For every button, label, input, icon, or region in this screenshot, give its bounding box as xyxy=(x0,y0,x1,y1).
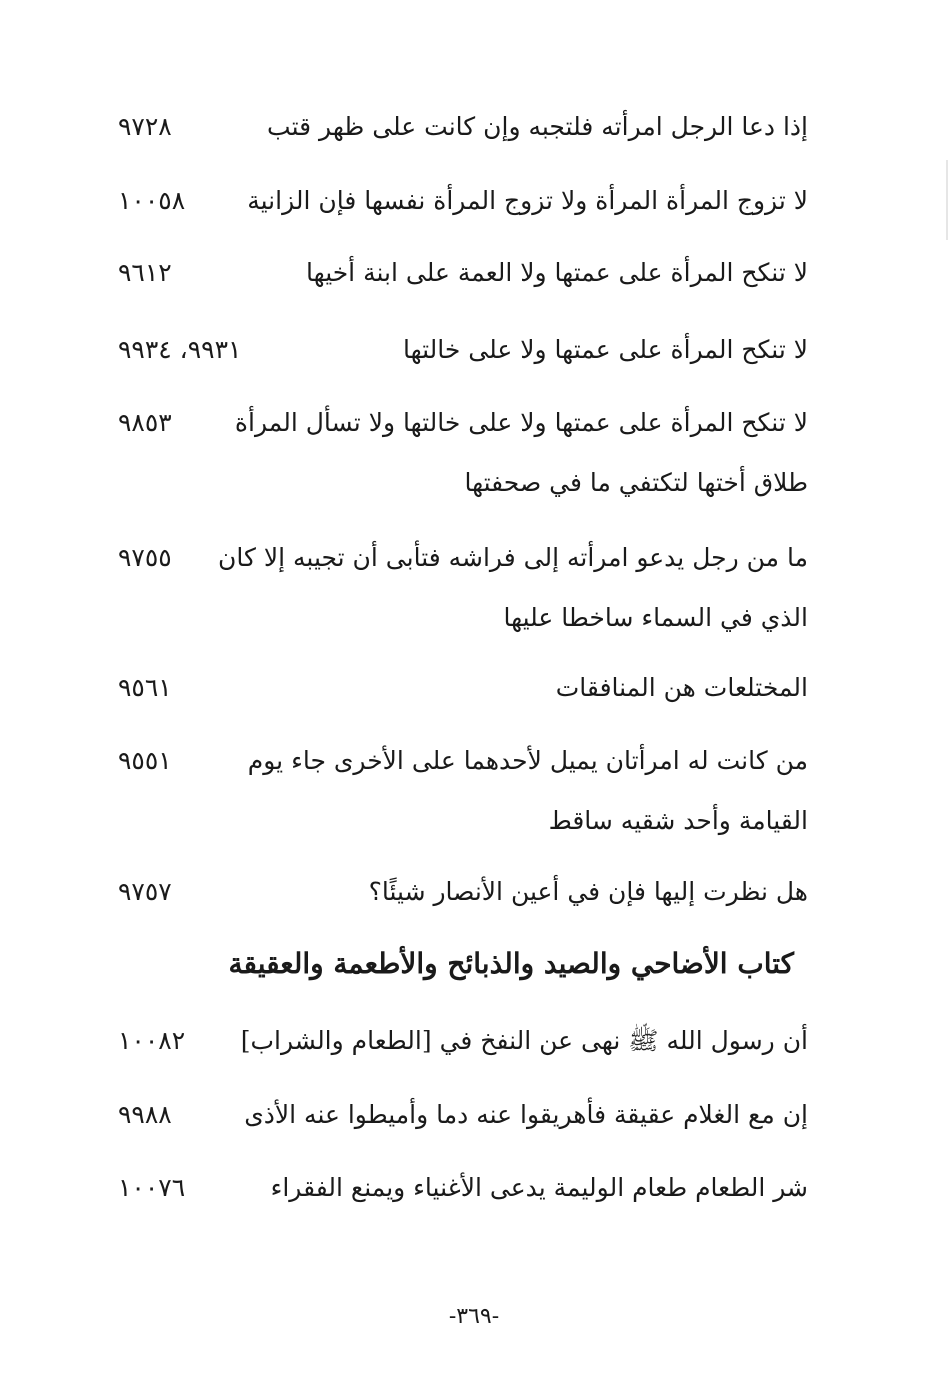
hadith-number: ١٠٠٨٢ xyxy=(118,1026,186,1055)
hadith-entry xyxy=(118,872,808,912)
hadith-number: ١٠٠٧٦ xyxy=(118,1173,186,1202)
hadith-entry xyxy=(118,403,808,503)
hadith-entry xyxy=(118,741,808,841)
hadith-entry xyxy=(118,668,808,708)
hadith-text: إذا دعا الرجل امرأته فلتجبه وإن كانت على ظهر قتب xyxy=(267,112,808,141)
hadith-entry xyxy=(118,538,808,638)
hadith-text: لا تنكح المرأة على عمتها ولا على خالتها xyxy=(402,335,808,364)
hadith-text-continuation: طلاق أختها لتكتفي ما في صحفتها xyxy=(464,468,808,497)
hadith-text: ما من رجل يدعو امرأته إلى فراشه فتأبى أن تجيبه إلا كان xyxy=(218,543,808,572)
section-heading: كتاب الأضاحي والصيد والذبائح والأطعمة والعقيقة xyxy=(228,947,794,980)
hadith-entry xyxy=(118,330,808,370)
hadith-text: هل نظرت إليها فإن في أعين الأنصار شيئًا؟ xyxy=(368,877,808,906)
hadith-number: ٩٧٥٧ xyxy=(118,877,172,906)
hadith-text: من كانت له امرأتان يميل لأحدهما على الأخرى جاء يوم xyxy=(247,746,808,775)
hadith-entry xyxy=(118,1095,808,1135)
hadith-text: لا تزوج المرأة المرأة ولا تزوج المرأة نفسها فإن الزانية xyxy=(247,186,808,215)
hadith-number: ١٠٠٥٨ xyxy=(118,186,186,215)
hadith-text: أن رسول الله ﷺ نهى عن النفخ في [الطعام والشراب] xyxy=(240,1026,808,1055)
hadith-number: ٩٥٥١ xyxy=(118,746,172,775)
hadith-entry xyxy=(118,1168,808,1208)
hadith-number: ٩٩٣١، ٩٩٣٤ xyxy=(118,335,242,364)
hadith-number: ٩٦١٢ xyxy=(118,258,172,287)
hadith-text: شر الطعام طعام الوليمة يدعى الأغنياء ويمنع الفقراء xyxy=(270,1173,808,1202)
hadith-number: ٩٧٥٥ xyxy=(118,543,172,572)
hadith-text-continuation: القيامة وأحد شقيه ساقط xyxy=(548,806,808,835)
hadith-text: لا تنكح المرأة على عمتها ولا العمة على ابنة أخيها xyxy=(306,258,808,287)
hadith-text: لا تنكح المرأة على عمتها ولا على خالتها ولا تسأل المرأة xyxy=(234,408,808,437)
hadith-number: ٩٩٨٨ xyxy=(118,1100,172,1129)
hadith-number: ٩٧٢٨ xyxy=(118,112,172,141)
hadith-number: ٩٨٥٣ xyxy=(118,408,172,437)
hadith-text-continuation: الذي في السماء ساخطا عليها xyxy=(503,603,808,632)
hadith-text: إن مع الغلام عقيقة فأهريقوا عنه دما وأميطوا عنه الأذى xyxy=(244,1100,808,1129)
hadith-entry xyxy=(118,107,808,147)
hadith-entry xyxy=(118,1021,808,1061)
page-number: -٣٦٩- xyxy=(448,1304,500,1329)
hadith-entry xyxy=(118,253,808,293)
hadith-entry xyxy=(118,181,808,221)
hadith-number: ٩٥٦١ xyxy=(118,673,172,702)
hadith-text: المختلعات هن المنافقات xyxy=(555,673,808,702)
